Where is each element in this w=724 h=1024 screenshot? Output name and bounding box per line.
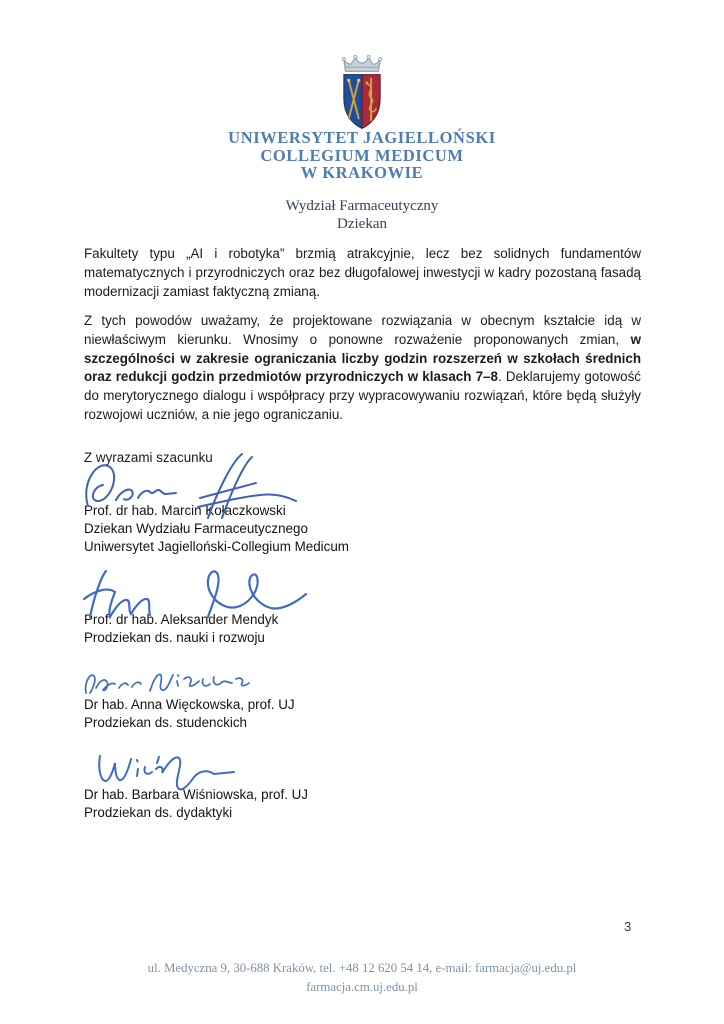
signatory-name: Dr hab. Anna Więckowska, prof. UJ xyxy=(84,697,295,712)
closing-salutation: Z wyrazami szacunku xyxy=(84,450,213,465)
department-header xyxy=(0,198,724,233)
signatory-title: Prodziekan ds. nauki i rozwoju xyxy=(84,630,265,645)
department-name: Wydział Farmaceutyczny xyxy=(285,198,439,214)
signature-block-vice-dean-science xyxy=(84,611,278,647)
signatory-title: Uniwersytet Jagielloński-Collegium Medicum xyxy=(84,539,349,554)
paragraph-2 xyxy=(84,312,641,425)
university-name xyxy=(0,129,724,182)
signatory-title: Prodziekan ds. dydaktyki xyxy=(84,805,233,820)
university-name-line2: COLLEGIUM MEDICUM xyxy=(260,145,464,165)
footer-website: farmacja.cm.uj.edu.pl xyxy=(306,980,418,994)
paragraph-1 xyxy=(84,245,641,302)
paragraph-2-run3: . Deklarujemy gotowość do merytorycznego dialogu i współpracy przy wypracowywaniu rozwiązań, które będą służyły rozwojowi uczniów, a nie jego ograniczaniu. xyxy=(84,369,641,423)
letter-body xyxy=(84,245,641,435)
logo-container xyxy=(0,54,724,135)
signature-block-vice-dean-students xyxy=(84,696,295,732)
signature-block-dean xyxy=(84,502,349,556)
signatory-title: Dziekan Wydziału Farmaceutycznego xyxy=(84,521,308,536)
signatory-name: Prof. dr hab. Aleksander Mendyk xyxy=(84,612,279,627)
signature-block-vice-dean-didactics xyxy=(84,786,308,822)
paragraph-1-text: Fakultety typu „AI i robotyka” brzmią atrakcyjnie, lecz bez solidnych fundamentów matematycznych i przyrodniczych oraz bez długofalowej inwestycji w kadry pozostaną fasadą modernizacji zamiast faktyczną zmianą. xyxy=(84,246,641,299)
signature-image-anna-wieckowska xyxy=(82,666,252,700)
paragraph-2-run1: Z tych powodów uważamy, że projektowane rozwiązania w obecnym kształcie idą w niewłaściwym kierunku. Wnosimy o ponowne rozważenie proponowanych zmian, xyxy=(84,312,641,347)
footer xyxy=(0,959,724,997)
signatory-title: Prodziekan ds. studenckich xyxy=(84,715,248,730)
page-number: 3 xyxy=(624,919,632,934)
university-name-line3: W KRAKOWIE xyxy=(300,163,424,182)
uj-coat-of-arms-icon xyxy=(312,54,412,130)
department-role: Dziekan xyxy=(337,215,387,232)
signatory-name: Prof. dr hab. Marcin Kołaczkowski xyxy=(84,503,286,518)
signatory-name: Dr hab. Barbara Wiśniowska, prof. UJ xyxy=(84,787,308,802)
university-name-line1: UNIWERSYTET JAGIELLOŃSKI xyxy=(228,128,496,147)
paragraph-2-run2-bold: w szczególności w zakresie ograniczania liczby godzin rozszerzeń w szkołach średnich oraz redukcji godzin przedmiotów przyrodniczych w klasach 7–8 xyxy=(84,331,641,385)
footer-address-line: ul. Medyczna 9, 30-688 Kraków, tel. +48 12 620 54 14, e-mail: farmacja@uj.edu.pl xyxy=(147,961,577,975)
